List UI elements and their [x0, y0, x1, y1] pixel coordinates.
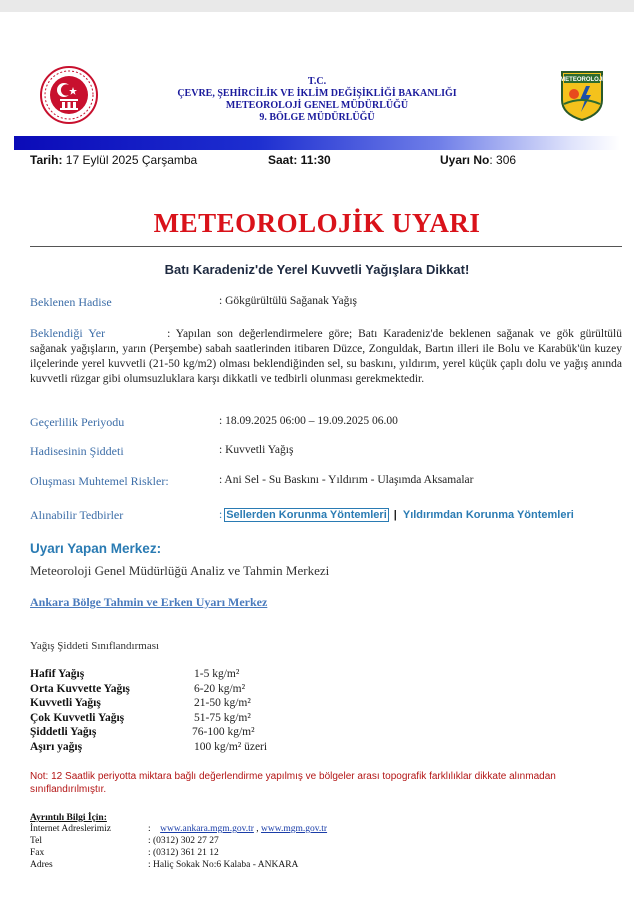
measures-label: Alınabilir Tedbirler	[30, 508, 124, 522]
mgm-link[interactable]: www.mgm.gov.tr	[261, 824, 328, 834]
meteorology-logo-icon	[560, 70, 604, 122]
flood-protection-link[interactable]: Sellerden Korunma Yöntemleri	[226, 509, 387, 521]
class-name: Şiddetli Yağış	[30, 726, 97, 738]
class-value: 21-50 kg/m²	[194, 697, 251, 709]
measures-separator: |	[393, 509, 397, 521]
expected-event-label: Beklenen Hadise	[30, 295, 112, 309]
header-directorate: METEOROLOJİ GENEL MÜDÜRLÜĞÜ	[225, 100, 409, 111]
address-label: Adres	[30, 860, 53, 870]
title-divider	[30, 246, 622, 247]
measures-colon: :	[219, 509, 223, 521]
time-label: Saat: 11:30	[268, 153, 331, 167]
class-value: 51-75 kg/m²	[194, 712, 251, 724]
expected-place-block	[30, 326, 622, 387]
warning-label: Uyarı No	[440, 153, 490, 167]
tel-label: Tel	[30, 836, 42, 846]
web-colon: :	[148, 824, 151, 834]
date-info	[30, 153, 197, 167]
header-regional: 9. BÖLGE MÜDÜRLÜĞÜ	[259, 112, 375, 123]
date-value: 17 Eylül 2025 Çarşamba	[65, 153, 198, 167]
validity-label: Geçerlilik Periyodu	[30, 415, 125, 429]
ankara-mgm-link[interactable]: www.ankara.mgm.gov.tr	[160, 824, 254, 834]
class-value: 1-5 kg/m²	[194, 668, 240, 680]
severity-label: Hadisesinin Şiddeti	[30, 444, 124, 458]
footer-title: Ayrıntılı Bilgi İçin:	[30, 813, 107, 823]
class-name: Hafif Yağış	[30, 668, 85, 680]
svg-text:METEOROLOJİ: METEOROLOJİ	[560, 77, 604, 83]
web-label: İnternet Adreslerimiz	[30, 824, 111, 834]
warning-subtitle: Batı Karadeniz'de Yerel Kuvvetli Yağışlara Dikkat!	[164, 262, 470, 277]
expected-place-label: Beklendiği Yer	[30, 326, 106, 340]
web-separator: ,	[256, 824, 259, 834]
header-tc: T.C.	[307, 76, 327, 87]
date-label: Tarih:	[30, 153, 63, 167]
header-ministry: ÇEVRE, ŞEHİRCİLİK VE İKLİM DEĞİŞİKLİĞİ BAKANLIĞI	[177, 88, 457, 99]
classification-note: Not: 12 Saatlik periyotta miktara bağlı değerlendirme yapılmış ve bölgeler arası topografik farklılıklar dikkate alınmadan sınıflandırılmıştır.	[30, 771, 556, 795]
classification-title: Yağış Şiddeti Sınıflandırması	[30, 640, 160, 652]
page-title: METEOROLOJİK UYARI	[153, 208, 481, 238]
fax-label: Fax	[30, 848, 45, 858]
lightning-protection-link[interactable]: Yıldırımdan Korunma Yöntemleri	[402, 509, 574, 521]
severity-value: : Kuvvetli Yağış	[219, 444, 294, 456]
warning-value: : 306	[489, 153, 517, 167]
class-value: 6-20 kg/m²	[194, 683, 246, 695]
time-info	[268, 153, 331, 167]
issuing-center-value: Meteoroloji Genel Müdürlüğü Analiz ve Tahmin Merkezi	[30, 563, 330, 578]
class-name: Aşırı yağış	[30, 741, 83, 753]
class-name: Kuvvetli Yağış	[30, 697, 101, 709]
web-value	[148, 824, 327, 834]
class-value: 100 kg/m² üzeri	[194, 741, 268, 753]
risks-label: Oluşması Muhtemel Riskler:	[30, 474, 169, 488]
class-name: Çok Kuvvetli Yağış	[30, 712, 125, 724]
measures-links	[219, 507, 574, 522]
expected-place-value: : Yapılan son değerlendirmelere göre; Batı Karadeniz'de beklenen sağanak ve gök gürültülü sağanak yağışların, yarın (Perşembe) sabah saatlerinden itibaren Düzce, Zonguldak, Bartın illeri ile Bolu ve Karabük'ün kuzey ilçelerinde yerel kuvvetli (21-50 kg/m2) olması beklendiğinden sel, su baskını, yıldırım, yerel küçük çaplı dolu ve yağış anında kuvvetli rüzgar gibi olumsuzluklara karşı dikkatli ve tedbirli olunması gerekmektedir.	[30, 328, 622, 385]
tel-value: : (0312) 302 27 27	[148, 836, 219, 846]
issuing-center-label: Uyarı Yapan Merkez:	[30, 541, 162, 556]
top-bar	[0, 0, 634, 12]
ankara-center-link[interactable]: Ankara Bölge Tahmin ve Erken Uyarı Merkez	[30, 595, 268, 609]
risks-value: : Ani Sel - Su Baskını - Yıldırım - Ulaşımda Aksamalar	[219, 474, 474, 486]
header-gradient-band	[14, 136, 620, 150]
address-value: : Haliç Sokak No:6 Kalaba - ANKARA	[148, 860, 299, 870]
validity-value: : 18.09.2025 06:00 – 19.09.2025 06.00	[219, 415, 398, 427]
warning-no-info	[440, 153, 516, 167]
class-value: 76-100 kg/m²	[192, 726, 255, 738]
expected-event-value: : Gökgürültülü Sağanak Yağış	[219, 295, 357, 307]
fax-value: : (0312) 361 21 12	[148, 848, 219, 858]
class-name: Orta Kuvvette Yağış	[30, 683, 130, 695]
ministry-emblem-icon	[40, 66, 98, 124]
